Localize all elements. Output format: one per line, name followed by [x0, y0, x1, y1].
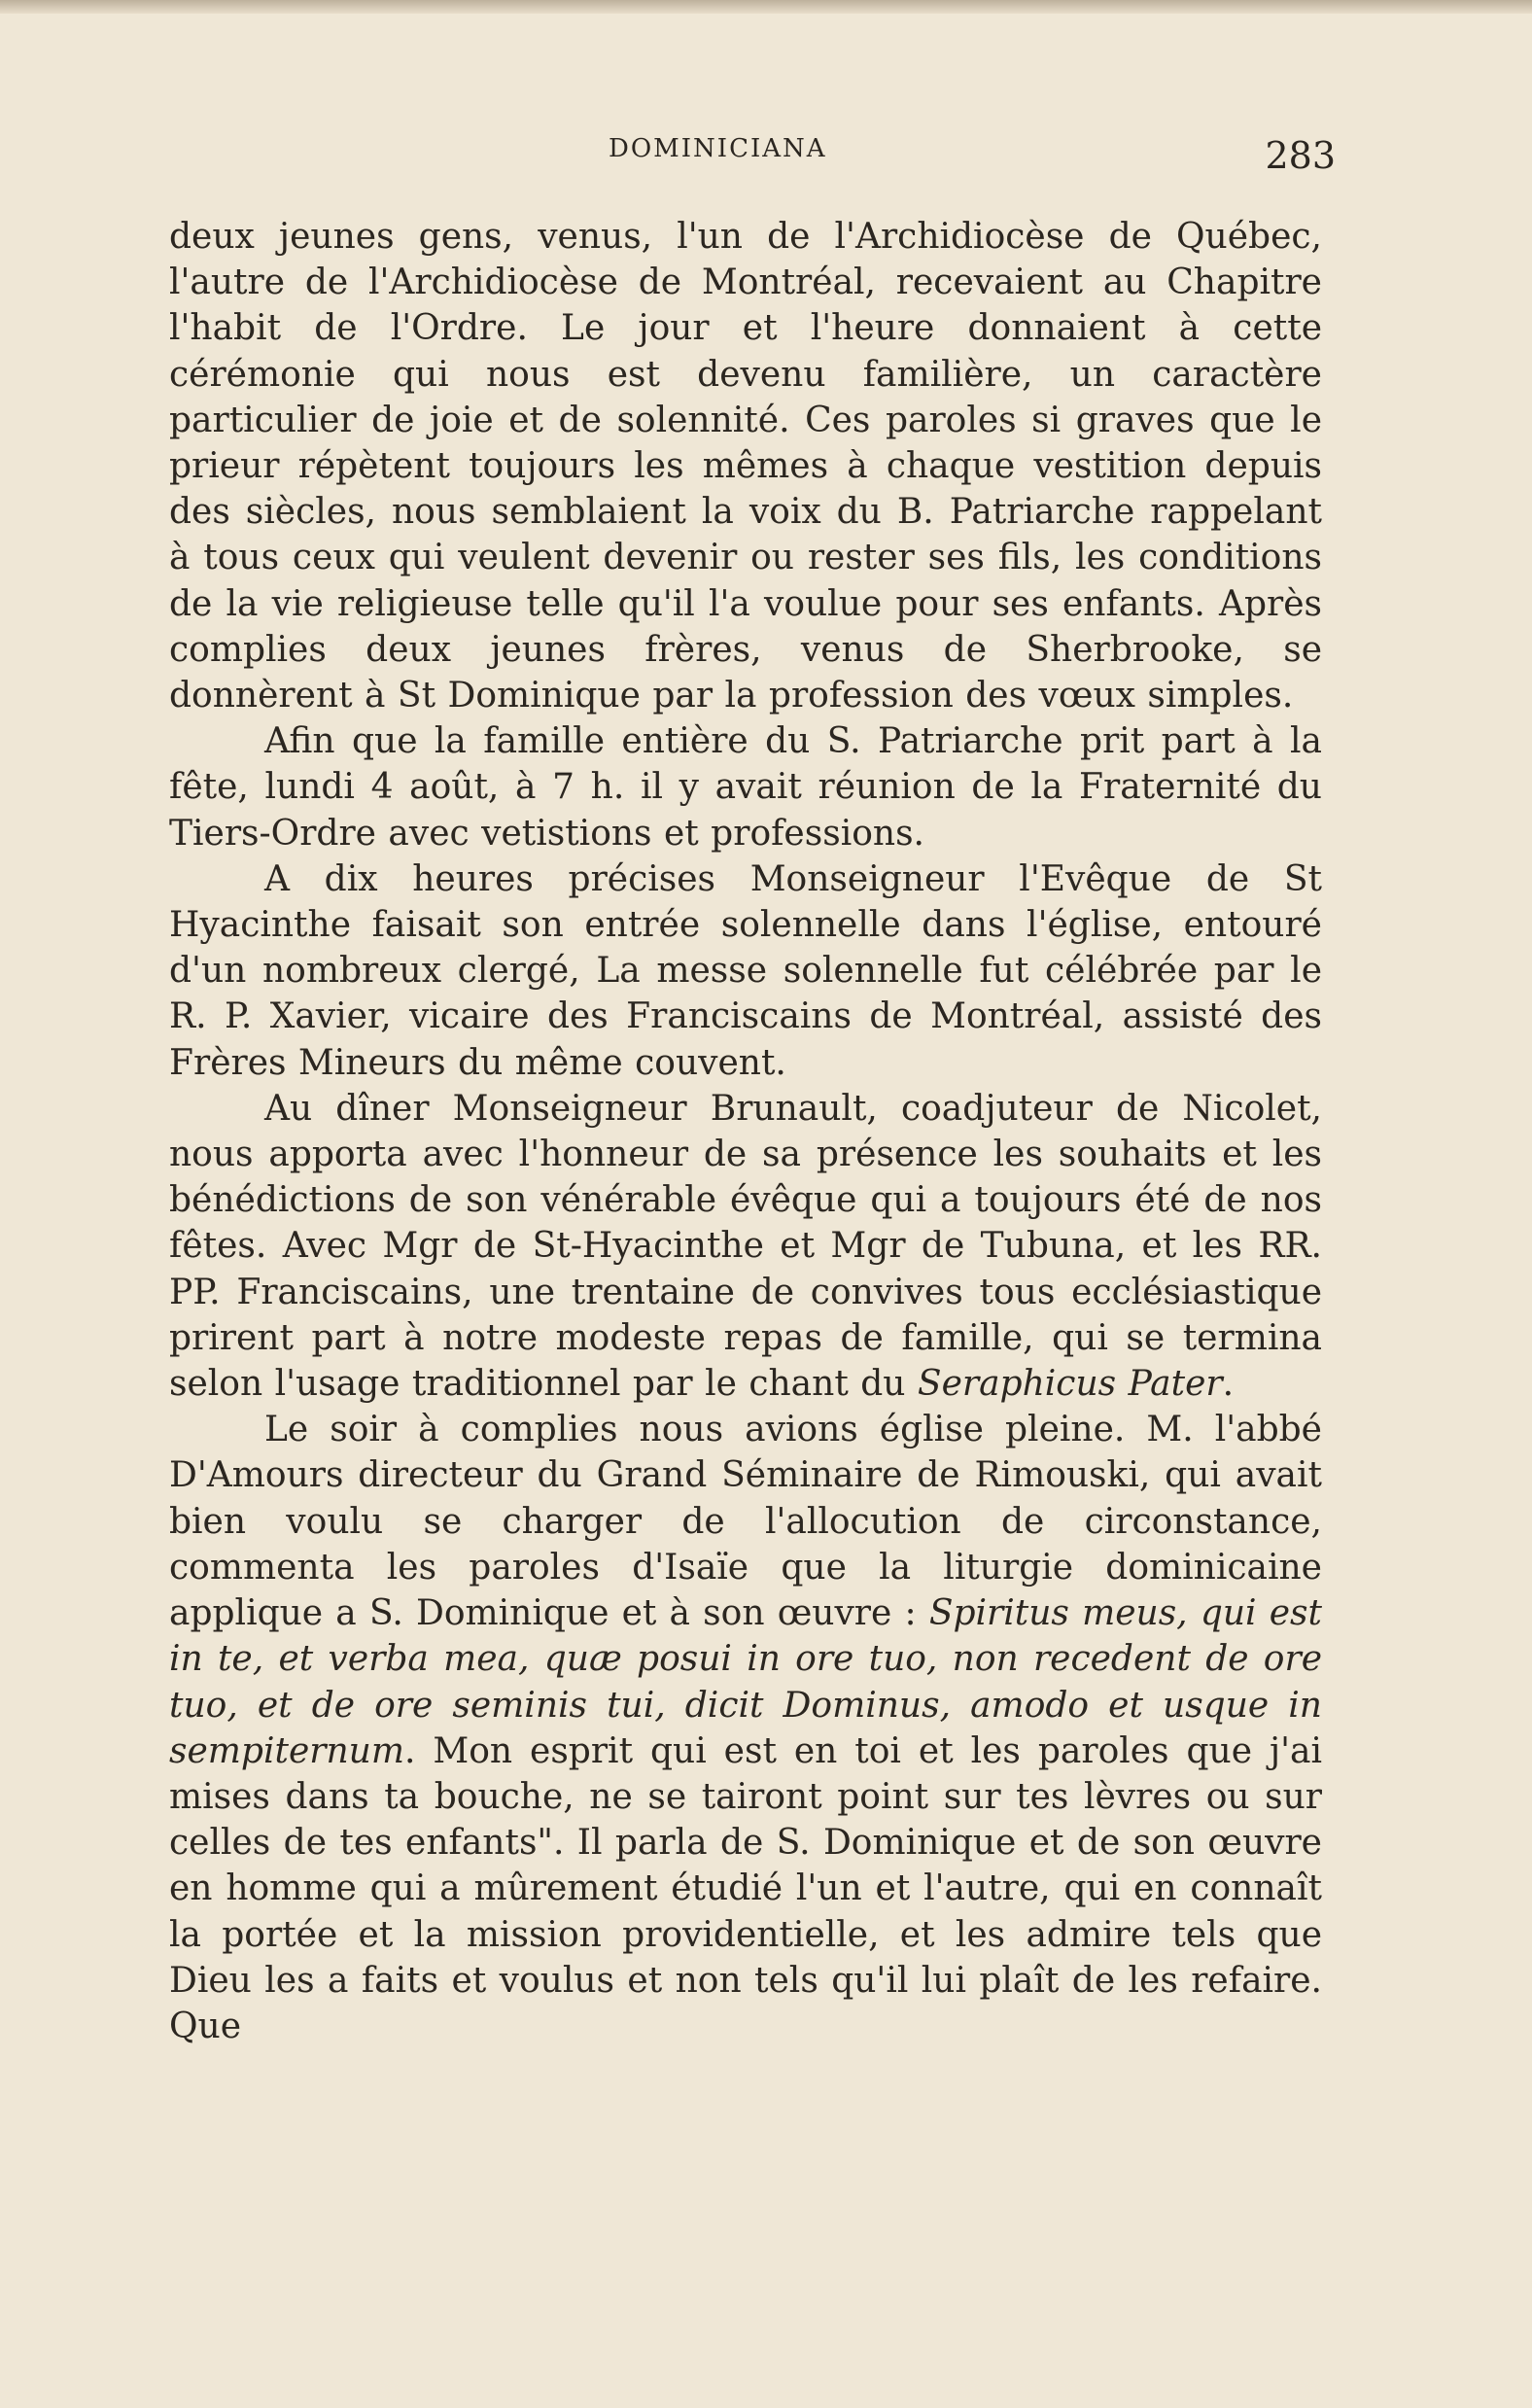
paragraph-4-text-after: . — [1222, 1364, 1235, 1405]
running-head: DOMINICIANA — [609, 134, 827, 163]
paragraph-3 — [169, 856, 1322, 1086]
paragraph-3-text: A dix heures précises Monseigneur l'Evêque de St Hyacinthe faisait son entrée solennelle dans l'église, entouré d'un nombreux clergé, La messe solennelle fut célébrée par le R. P. Xavier, vicaire des Franciscains de Montréal, assisté des Frères Mineurs du même couvent. — [169, 858, 1322, 1083]
paragraph-2-text: Afin que la famille entière du S. Patriarche prit part à la fête, lundi 4 août, à 7 h. il y avait réunion de la Fraternité du Tiers-Ordre avec vetistions et professions. — [169, 721, 1322, 854]
paragraph-5-text-after: . Mon esprit qui est en toi et les paroles que j'ai mises dans ta bouche, ne se tairont point sur tes lèvres ou sur celles de tes enfants". Il parla de S. Dominique et de son œuvre en homme qui a mûrement étudié l'un et l'autre, qui en connaît la portée et la mission providentielle, et les admire tels que Dieu les a faits et voulus et non tels qu'il lui plaît de les refaire. Que — [169, 1730, 1322, 2046]
paragraph-4-italic-title: Seraphicus Pater — [917, 1364, 1223, 1405]
paragraph-4-text-before: Au dîner Monseigneur Brunault, coadjuteur de Nicolet, nous apporta avec l'honneur de sa présence les souhaits et les bénédictions de son vénérable évêque qui a toujours été de nos fêtes. Avec Mgr de St-Hyacinthe et Mgr de Tubuna, et les RR. PP. Franciscains, une trentaine de convives tous ecclésiastique prirent part à notre modeste repas de famille, qui se termina selon l'usage traditionnel par le chant du — [169, 1088, 1322, 1405]
paragraph-5-text-before: Le soir à complies nous avions église pleine. M. l'abbé D'Amours directeur du Grand Séminaire de Rimouski, qui avait bien voulu se charger de l'allocution de circonstance, commenta les paroles d'Isaïe que la liturgie dominicaine applique a S. Dominique et à son œuvre : — [169, 1410, 1322, 1634]
page-header — [169, 134, 1336, 192]
page-number: 283 — [1265, 134, 1336, 177]
paragraph-5 — [169, 1407, 1322, 2049]
page-top-edge — [0, 0, 1532, 14]
paragraph-5-latin-quote: Spiritus meus, qui est in te, et verba mea, quæ posui in ore tuo, non recedent de ore tuo, et de ore seminis tui, dicit Dominus, amodo et usque in sempiternum — [169, 1593, 1322, 1771]
paragraph-2 — [169, 718, 1322, 856]
paragraph-1 — [169, 214, 1322, 718]
paragraph-4 — [169, 1086, 1322, 1407]
paragraph-1-text: deux jeunes gens, venus, l'un de l'Archidiocèse de Québec, l'autre de l'Archidiocèse de Montréal, recevaient au Chapitre l'habit de l'Ordre. Le jour et l'heure donnaient à cette cérémonie qui nous est devenu familière, un caractère particulier de joie et de solennité. Ces paroles si graves que le prieur répètent toujours les mêmes à chaque vestition depuis des siècles, nous semblaient la voix du B. Patriarche rappelant à tous ceux qui veulent devenir ou rester ses fils, les conditions de la vie religieuse telle qu'il l'a voulue pour ses enfants. Après complies deux jeunes frères, venus de Sherbrooke, se donnèrent à St Dominique par la profession des vœux simples. — [169, 217, 1322, 716]
page-text — [169, 214, 1322, 2049]
